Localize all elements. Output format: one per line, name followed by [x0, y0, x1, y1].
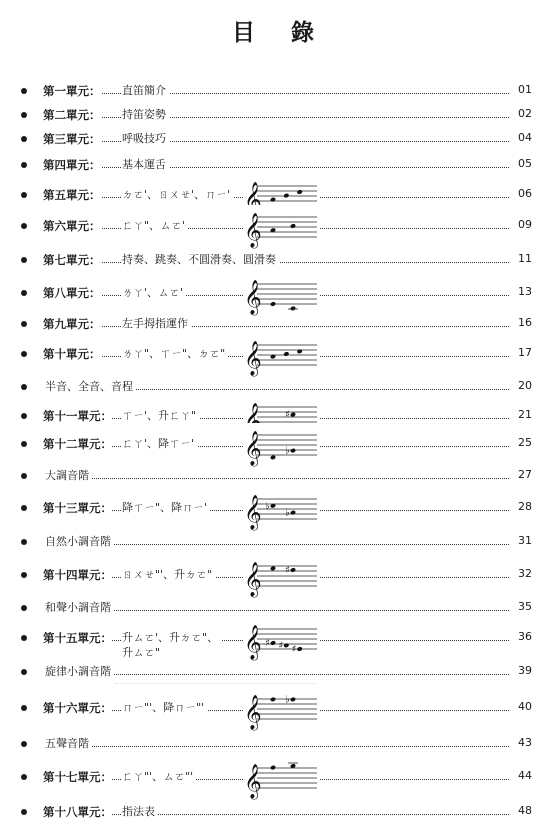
- topic-label: ㄉㄛ'、ㄖㄨㄝ'、ㄇㄧ': [122, 187, 233, 202]
- note-head: [283, 193, 289, 199]
- dot-leader: [45, 167, 509, 168]
- toc-entry: [0, 661, 560, 685]
- topic-label: 半音、全音、音程: [45, 379, 136, 394]
- note-head: [297, 189, 303, 195]
- toc-entry: [0, 801, 560, 825]
- topic-label: 指法表: [122, 804, 158, 819]
- topic-label: ㄈㄚ"'、ㄙㄛ"': [122, 769, 196, 784]
- toc-entry: [0, 625, 560, 660]
- music-staff: [243, 756, 319, 800]
- sharp-icon: ♯: [278, 640, 284, 652]
- topic-label: ㄇㄧ"'、降ㄇㄧ"': [122, 700, 207, 715]
- treble-clef-icon: 𝄞: [244, 625, 262, 660]
- note-head: [290, 697, 296, 703]
- flat-icon: ♭: [285, 694, 290, 706]
- note-head: [283, 643, 289, 649]
- note-head: [290, 448, 296, 454]
- page-number: 20: [515, 379, 532, 392]
- page-number: 43: [515, 736, 532, 749]
- unit-label: 第十八單元：: [43, 805, 112, 819]
- unit-label: 第九單元：: [43, 317, 101, 331]
- bullet-icon: [21, 505, 27, 511]
- bullet-icon: [21, 413, 27, 419]
- treble-clef-icon: 𝄞: [244, 182, 262, 217]
- note-head: [270, 301, 276, 307]
- music-staff: [243, 272, 319, 316]
- dot-leader: [45, 610, 509, 611]
- topic-label: 自然小調音階: [45, 534, 114, 549]
- note-head: [270, 455, 276, 461]
- bullet-icon: [21, 136, 27, 142]
- treble-clef-icon: 𝄞: [244, 431, 262, 466]
- page-number: 28: [515, 500, 532, 513]
- note-head: [297, 349, 303, 355]
- bullet-icon: [21, 441, 27, 447]
- note-head: [283, 351, 289, 357]
- page-number: 27: [515, 468, 532, 481]
- page-number: 05: [515, 157, 532, 170]
- topic-label: ㄌㄚ'、ㄙㄛ': [122, 285, 186, 300]
- page-number: 32: [515, 567, 532, 580]
- page-number: 40: [515, 700, 532, 713]
- note-head: [290, 567, 296, 573]
- flat-icon: ♭: [285, 445, 290, 457]
- treble-clef-icon: 𝄞: [244, 562, 262, 597]
- note-head: [270, 640, 276, 646]
- sharp-icon: ♯: [265, 638, 270, 649]
- unit-label: 第三單元：: [43, 132, 101, 146]
- page-number: 16: [515, 316, 532, 329]
- page-number: 39: [515, 664, 532, 677]
- unit-label: 第二單元：: [43, 108, 101, 122]
- flat-icon: ♭: [285, 507, 290, 519]
- sharp-icon: ♯: [285, 409, 290, 421]
- page-title: 目 錄: [231, 20, 328, 46]
- bullet-icon: [21, 192, 27, 198]
- music-staff: [243, 687, 319, 731]
- page-number: 13: [515, 285, 532, 298]
- sharp-icon: ♯: [291, 644, 297, 655]
- page-number: 25: [515, 436, 532, 449]
- dot-leader: [45, 326, 509, 327]
- page-number: 21: [515, 408, 532, 421]
- dot-leader: [45, 93, 509, 94]
- unit-label: 第十四單元：: [43, 568, 112, 582]
- music-staff: [243, 487, 319, 531]
- toc-entry: [0, 128, 560, 152]
- unit-label: 第十七單元：: [43, 770, 112, 784]
- dot-leader: [45, 674, 509, 675]
- unit-label: 第十單元：: [43, 347, 101, 361]
- unit-label: 第四單元：: [43, 158, 101, 172]
- dot-leader: [45, 141, 509, 142]
- unit-label: 第七單元：: [43, 253, 101, 267]
- flat-icon: ♭: [265, 500, 270, 512]
- bullet-icon: [21, 605, 27, 611]
- bullet-icon: [21, 257, 27, 263]
- treble-clef-icon: 𝄞: [244, 695, 262, 730]
- topic-label: 直笛簡介: [122, 83, 169, 98]
- page-number: 36: [515, 630, 532, 643]
- bullet-icon: [21, 384, 27, 390]
- topic-label: 呼吸技巧: [122, 131, 169, 146]
- dot-leader: [45, 746, 509, 747]
- treble-clef-icon: 𝄞: [244, 403, 262, 438]
- unit-label: 第六單元：: [43, 219, 101, 233]
- page-number: 44: [515, 769, 532, 782]
- topic-label: 降ㄒㄧ"、降ㄇㄧ': [122, 500, 210, 515]
- toc-entry: [0, 531, 560, 555]
- bullet-icon: [21, 162, 27, 168]
- bullet-icon: [21, 473, 27, 479]
- bullet-icon: [21, 223, 27, 229]
- toc-entry: [0, 280, 560, 315]
- topic-label: ㄈㄚ'、降ㄒㄧ': [122, 436, 197, 451]
- topic-label: 持笛姿勢: [122, 107, 169, 122]
- page-number: 09: [515, 218, 532, 231]
- page-number: 02: [515, 107, 532, 120]
- toc-entry: [0, 465, 560, 489]
- toc-entry: [0, 249, 560, 273]
- topic-label: 旋律小調音階: [45, 664, 114, 679]
- bullet-icon: [21, 635, 27, 641]
- treble-clef-icon: 𝄞: [244, 495, 262, 530]
- bullet-icon: [21, 290, 27, 296]
- treble-clef-icon: 𝄞: [244, 764, 262, 799]
- topic-label: 基本運舌: [122, 157, 169, 172]
- unit-label: 第十三單元：: [43, 501, 112, 515]
- toc-entry: [0, 104, 560, 128]
- toc-entry: [0, 733, 560, 757]
- bullet-icon: [21, 809, 27, 815]
- note-head: [297, 646, 303, 652]
- note-head: [290, 412, 296, 418]
- toc-entry: [0, 80, 560, 104]
- note-head: [270, 765, 276, 771]
- dot-leader: [45, 814, 509, 815]
- unit-label: 第十五單元：: [43, 631, 112, 645]
- unit-label: 第十六單元：: [43, 701, 112, 715]
- page-number: 01: [515, 83, 532, 96]
- music-staff: [243, 423, 319, 467]
- bullet-icon: [21, 705, 27, 711]
- music-staff: [243, 205, 319, 249]
- topic-label: 大調音階: [45, 468, 92, 483]
- page-number: 35: [515, 600, 532, 613]
- bullet-icon: [21, 669, 27, 675]
- topic-label: ㄈㄚ"、ㄙㄛ': [122, 218, 188, 233]
- bullet-icon: [21, 539, 27, 545]
- unit-label: 第十一單元：: [43, 409, 112, 423]
- bullet-icon: [21, 572, 27, 578]
- topic-label: ㄖㄨㄝ"'、升ㄉㄛ": [122, 567, 215, 582]
- dot-leader: [45, 117, 509, 118]
- toc-entry: [0, 213, 560, 248]
- unit-label: 第十二單元：: [43, 437, 112, 451]
- topic-label: ㄒㄧ'、升ㄈㄚ": [122, 408, 199, 423]
- topic-label: ㄌㄚ"、ㄒㄧ"、ㄉㄛ": [122, 346, 228, 361]
- topic-label: 升ㄙㄛ'、升ㄉㄛ"、 升ㄙㄛ": [122, 630, 221, 660]
- page-number: 11: [515, 252, 532, 265]
- bullet-icon: [21, 774, 27, 780]
- page-number: 48: [515, 804, 532, 817]
- topic-label: 和聲小調音階: [45, 600, 114, 615]
- unit-label: 第一單元：: [43, 84, 101, 98]
- dot-leader: [45, 478, 509, 479]
- note-head: [270, 697, 276, 703]
- note-head: [270, 197, 276, 203]
- treble-clef-icon: 𝄞: [244, 213, 262, 248]
- topic-label: 五聲音階: [45, 736, 92, 751]
- music-staff: [243, 554, 319, 598]
- toc-entry: [0, 764, 560, 799]
- sharp-icon: ♯: [285, 565, 290, 576]
- unit-label: 第八單元：: [43, 286, 101, 300]
- toc-entry: [0, 341, 560, 376]
- topic-label: 持奏、跳奏、不圓滑奏、圓滑奏: [122, 252, 279, 267]
- toc-entry: [0, 431, 560, 466]
- bullet-icon: [21, 88, 27, 94]
- note-head: [290, 510, 296, 516]
- toc-entry: [0, 495, 560, 530]
- note-head: [290, 223, 296, 229]
- page-number: 17: [515, 346, 532, 359]
- treble-clef-icon: 𝄞: [244, 280, 262, 315]
- page-number: 06: [515, 187, 532, 200]
- music-staff: [243, 333, 319, 377]
- bullet-icon: [21, 112, 27, 118]
- treble-clef-icon: 𝄞: [244, 341, 262, 376]
- unit-label: 第五單元：: [43, 188, 101, 202]
- toc-entry: [0, 562, 560, 597]
- dot-leader: [45, 544, 509, 545]
- topic-label: 左手拇指運作: [122, 316, 191, 331]
- page-number: 04: [515, 131, 532, 144]
- bullet-icon: [21, 741, 27, 747]
- music-staff: [243, 617, 319, 661]
- bullet-icon: [21, 351, 27, 357]
- toc-entry: [0, 694, 560, 730]
- note-head: [290, 306, 296, 312]
- bullet-icon: [21, 321, 27, 327]
- note-head: [270, 566, 276, 572]
- page-number: 31: [515, 534, 532, 547]
